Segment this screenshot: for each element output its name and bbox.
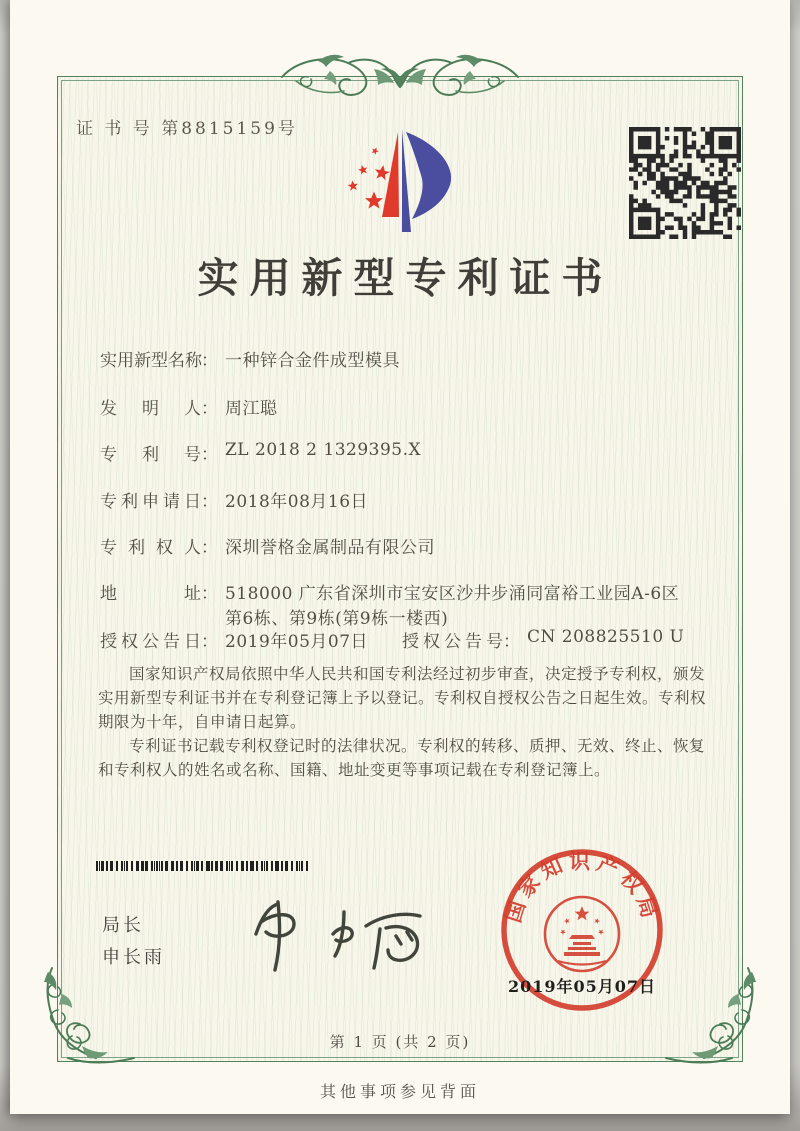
- field-label: 发明人: [100, 399, 201, 419]
- field-colon: ：: [201, 632, 218, 652]
- field-pair-grant-no: [402, 627, 684, 652]
- bottom-left-flourish-icon: [38, 966, 138, 1070]
- field-label: 授权公告号: [402, 632, 503, 652]
- field-row-address: [100, 579, 712, 629]
- field-row-patent-name: [100, 346, 712, 371]
- legal-text-block: [98, 662, 712, 782]
- field-colon: ：: [201, 445, 218, 465]
- back-side-note: 其他事项参见背面: [319, 1082, 480, 1101]
- legal-paragraph-2: 专利证书记载专利权登记时的法律状况。专利权的转移、质押、无效、终止、恢复和专利权人的姓名或名称、国籍、地址变更等事项记载在专利登记簿上。: [98, 737, 706, 779]
- field-label: 专利权人: [100, 538, 201, 558]
- qr-code-icon: [629, 127, 741, 239]
- legal-paragraph-1: 国家知识产权局依照中华人民共和国专利法经过初步审查，决定授予专利权，颁发实用新型专利证书并在专利登记簿上予以登记。专利权自授权公告之日起生效。专利权期限为十年，自申请日起算。: [98, 665, 707, 731]
- national-emblem-icon: [545, 897, 619, 971]
- seal-date: 2019年05月07日: [507, 977, 657, 996]
- field-colon: ：: [201, 399, 218, 419]
- director-name: 申长雨: [102, 947, 165, 968]
- cnipa-logo-icon: [336, 120, 468, 238]
- address-line1: 518000 广东省深圳市宝安区沙井步涌同富裕工业园A-6区: [225, 584, 680, 604]
- barcode-icon: [96, 861, 308, 871]
- field-value: 一种锌合金件成型模具: [225, 351, 400, 371]
- certificate-title: 实用新型专利证书: [197, 254, 614, 302]
- field-row-grant: [100, 627, 712, 652]
- field-row-inventor: [100, 394, 712, 419]
- field-value: 周江聪: [225, 399, 278, 419]
- field-value: [225, 579, 679, 629]
- field-label: 专利号: [100, 445, 201, 465]
- field-label: 实用新型名称: [100, 351, 202, 371]
- certificate-number: 证 书 号 第8815159号: [76, 119, 298, 139]
- director-title: 局长: [102, 915, 144, 936]
- field-colon: ：: [201, 351, 218, 371]
- field-colon: ：: [201, 538, 218, 558]
- field-value: CN 208825510 U: [527, 627, 685, 647]
- director-signature-icon: [228, 882, 433, 977]
- field-colon: ：: [201, 584, 218, 604]
- address-line2: 第6栋、第9栋(第9栋一楼西): [225, 609, 449, 629]
- field-value: ZL 2018 2 1329395.X: [225, 440, 422, 460]
- field-value: 深圳誉格金属制品有限公司: [225, 538, 435, 558]
- page-number: 第 1 页 (共 2 页): [329, 1033, 471, 1051]
- field-row-filing-date: [100, 487, 712, 512]
- seal-text: 国家知识产权局: [499, 848, 665, 926]
- field-row-patent-no: [100, 440, 712, 465]
- field-label: 地址: [100, 584, 201, 604]
- bottom-right-flourish-icon: [662, 966, 762, 1070]
- field-colon: ：: [503, 632, 520, 652]
- top-flourish-ornament-icon: [278, 47, 522, 105]
- field-label: 专利申请日: [100, 492, 201, 512]
- field-value: 2018年08月16日: [225, 492, 369, 512]
- field-label: 授权公告日: [100, 632, 201, 652]
- field-colon: ：: [201, 492, 218, 512]
- field-value: 2019年05月07日: [225, 632, 369, 652]
- field-row-patentee: [100, 533, 712, 558]
